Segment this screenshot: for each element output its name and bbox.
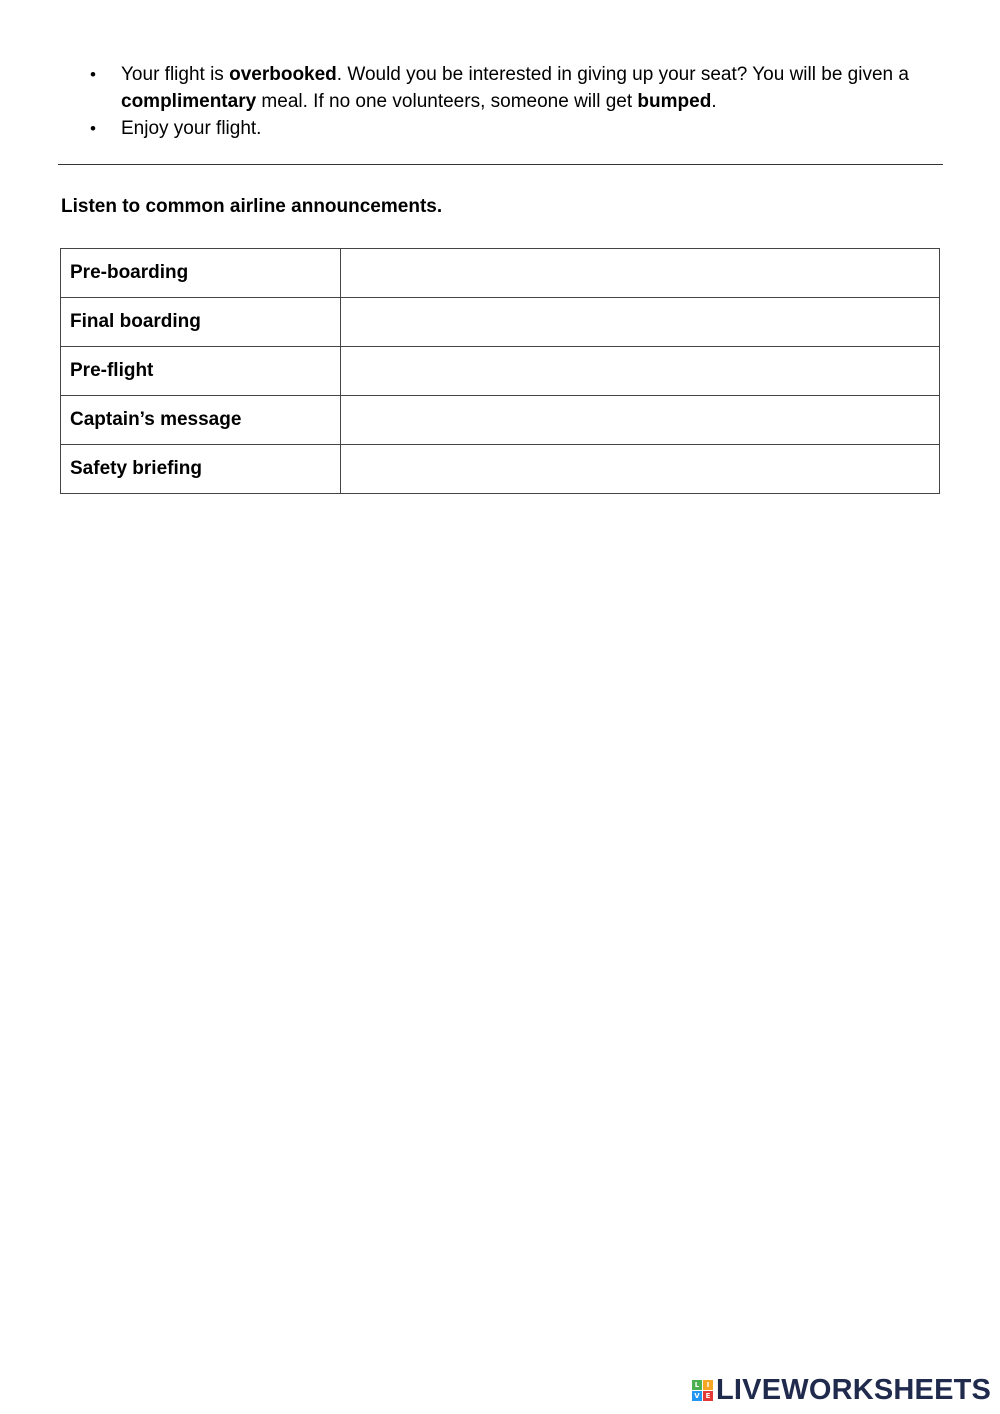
table-row (61, 298, 940, 347)
bullet-icon: • (90, 65, 96, 84)
table-row (61, 445, 940, 494)
logo-mark-letter: L (692, 1380, 702, 1390)
row-label-safety-briefing: Safety briefing (61, 445, 341, 494)
table-row (61, 347, 940, 396)
row-label-pre-flight: Pre-flight (61, 347, 341, 396)
text-segment: Your flight is (121, 64, 230, 85)
bullet-text (121, 64, 909, 112)
bold-word-overbooked: overbooked (229, 64, 337, 85)
answer-cell-pre-boarding[interactable] (341, 249, 940, 298)
announcements-table (60, 248, 940, 494)
instruction-heading: Listen to common airline announcements. (61, 196, 443, 217)
bullet-icon: • (90, 119, 96, 138)
logo-mark-letter: I (703, 1380, 713, 1390)
bold-word-bumped: bumped (637, 91, 712, 112)
table-row (61, 396, 940, 445)
table-row (61, 249, 940, 298)
text-segment: . (711, 91, 717, 112)
bullet-item-enjoy (90, 115, 920, 142)
bullet-item-overbooked (90, 61, 920, 115)
logo-mark-letter: V (692, 1391, 702, 1401)
bullet-list (90, 61, 920, 142)
logo-mark-icon (692, 1380, 713, 1401)
row-label-pre-boarding: Pre-boarding (61, 249, 341, 298)
bullet-text: Enjoy your flight. (121, 118, 262, 139)
text-segment: meal. If no one volunteers, someone will get (256, 91, 638, 112)
text-segment: . Would you be interested in giving up your seat? You will be given a (336, 64, 909, 85)
horizontal-divider (58, 164, 943, 165)
answer-cell-captains-message[interactable] (341, 396, 940, 445)
answer-cell-safety-briefing[interactable] (341, 445, 940, 494)
liveworksheets-logo (692, 1373, 992, 1406)
bold-word-complimentary: complimentary (121, 91, 257, 112)
answer-cell-final-boarding[interactable] (341, 298, 940, 347)
row-label-final-boarding: Final boarding (61, 298, 341, 347)
answer-cell-pre-flight[interactable] (341, 347, 940, 396)
logo-mark-letter: E (703, 1391, 713, 1401)
row-label-captains-message: Captain’s message (61, 396, 341, 445)
logo-text: LIVEWORKSHEETS (716, 1373, 992, 1406)
